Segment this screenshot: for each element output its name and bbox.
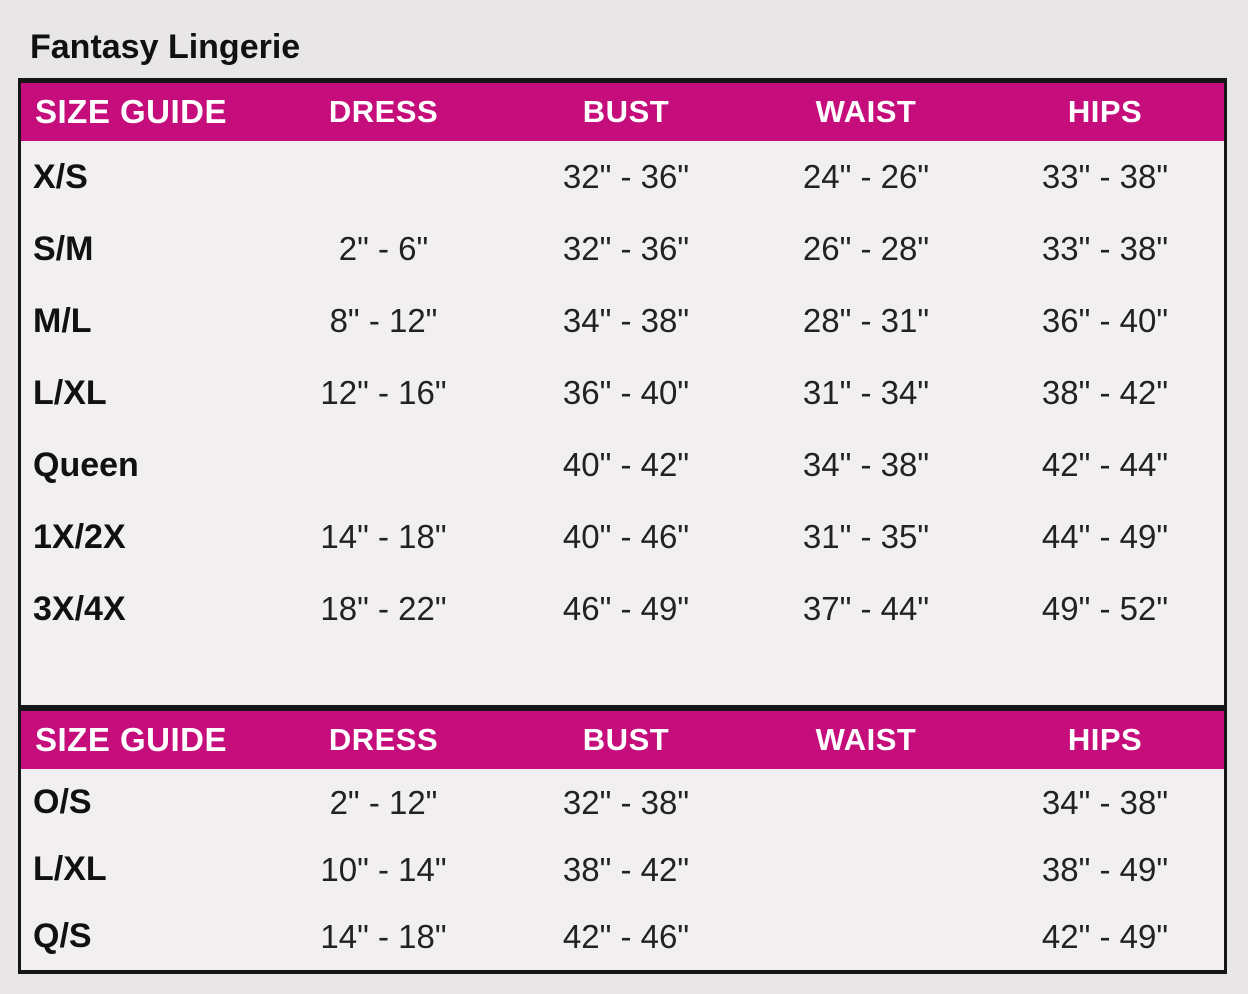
size-label: L/XL [33, 850, 107, 888]
bust-value: 38" - 42" [562, 850, 690, 888]
column-header-bust: BUST [582, 722, 670, 757]
table-row [21, 573, 1224, 645]
waist-value: 34" - 38" [802, 446, 930, 483]
dress-value: 14" - 18" [320, 518, 447, 555]
table-row [21, 429, 1224, 501]
bust-value: 36" - 40" [562, 374, 690, 411]
column-header-bust: BUST [582, 94, 670, 129]
bust-value: 42" - 46" [562, 917, 690, 955]
hips-value: 34" - 38" [1041, 783, 1169, 821]
size-label: O/S [33, 783, 92, 821]
dress-value: 2" - 12" [329, 783, 438, 821]
size-label: L/XL [33, 373, 107, 412]
size-guide-table-onesize [18, 705, 1227, 974]
table-row [21, 903, 1224, 970]
hips-value: 38" - 49" [1041, 850, 1169, 888]
bust-value: 40" - 46" [562, 518, 690, 555]
table-header-row [21, 83, 1224, 141]
waist-value: 31" - 34" [802, 374, 930, 411]
bust-value: 40" - 42" [562, 446, 690, 483]
column-header-size-guide: SIZE GUIDE [35, 93, 228, 130]
dress-value: 10" - 14" [320, 850, 447, 888]
hips-value: 42" - 44" [1041, 446, 1169, 483]
table-row [21, 357, 1224, 429]
dress-value: 8" - 12" [329, 302, 438, 339]
hips-value: 42" - 49" [1041, 917, 1169, 955]
column-header-hips: HIPS [1067, 94, 1143, 129]
table-row [21, 501, 1224, 573]
column-header-dress: DRESS [328, 722, 439, 757]
column-header-hips: HIPS [1067, 722, 1143, 757]
bust-value: 46" - 49" [562, 590, 690, 627]
size-label: 1X/2X [33, 517, 126, 556]
column-header-waist: WAIST [815, 94, 917, 129]
dress-value: 14" - 18" [320, 917, 447, 955]
waist-value: 37" - 44" [802, 590, 930, 627]
hips-value: 38" - 42" [1041, 374, 1169, 411]
size-label: 3X/4X [33, 589, 126, 628]
table-header-row [21, 711, 1224, 769]
hips-value: 36" - 40" [1041, 302, 1169, 339]
hips-value: 44" - 49" [1041, 518, 1169, 555]
hips-value: 49" - 52" [1041, 590, 1169, 627]
column-header-dress: DRESS [328, 94, 439, 129]
dress-value: 12" - 16" [320, 374, 447, 411]
size-label: S/M [33, 229, 94, 268]
waist-value: 31" - 35" [802, 518, 930, 555]
size-label: M/L [33, 301, 92, 340]
waist-value: 26" - 28" [802, 230, 930, 267]
table-row [21, 836, 1224, 903]
table-row [21, 769, 1224, 836]
dress-value: 2" - 6" [338, 230, 429, 267]
bust-value: 34" - 38" [562, 302, 690, 339]
bust-value: 32" - 36" [562, 158, 690, 195]
table-row [21, 141, 1224, 213]
page-title: Fantasy Lingerie [30, 28, 301, 66]
column-header-waist: WAIST [815, 722, 917, 757]
waist-value: 28" - 31" [802, 302, 930, 339]
table-row [21, 285, 1224, 357]
table-row [21, 213, 1224, 285]
waist-value: 24" - 26" [802, 158, 930, 195]
size-guide-table-standard [18, 78, 1227, 705]
size-label: Queen [33, 445, 139, 484]
bust-value: 32" - 38" [562, 783, 690, 821]
column-header-size-guide: SIZE GUIDE [35, 721, 228, 758]
hips-value: 33" - 38" [1041, 158, 1169, 195]
size-label: X/S [33, 157, 88, 196]
dress-value: 18" - 22" [320, 590, 447, 627]
hips-value: 33" - 38" [1041, 230, 1169, 267]
size-label: Q/S [33, 917, 92, 955]
bust-value: 32" - 36" [562, 230, 690, 267]
